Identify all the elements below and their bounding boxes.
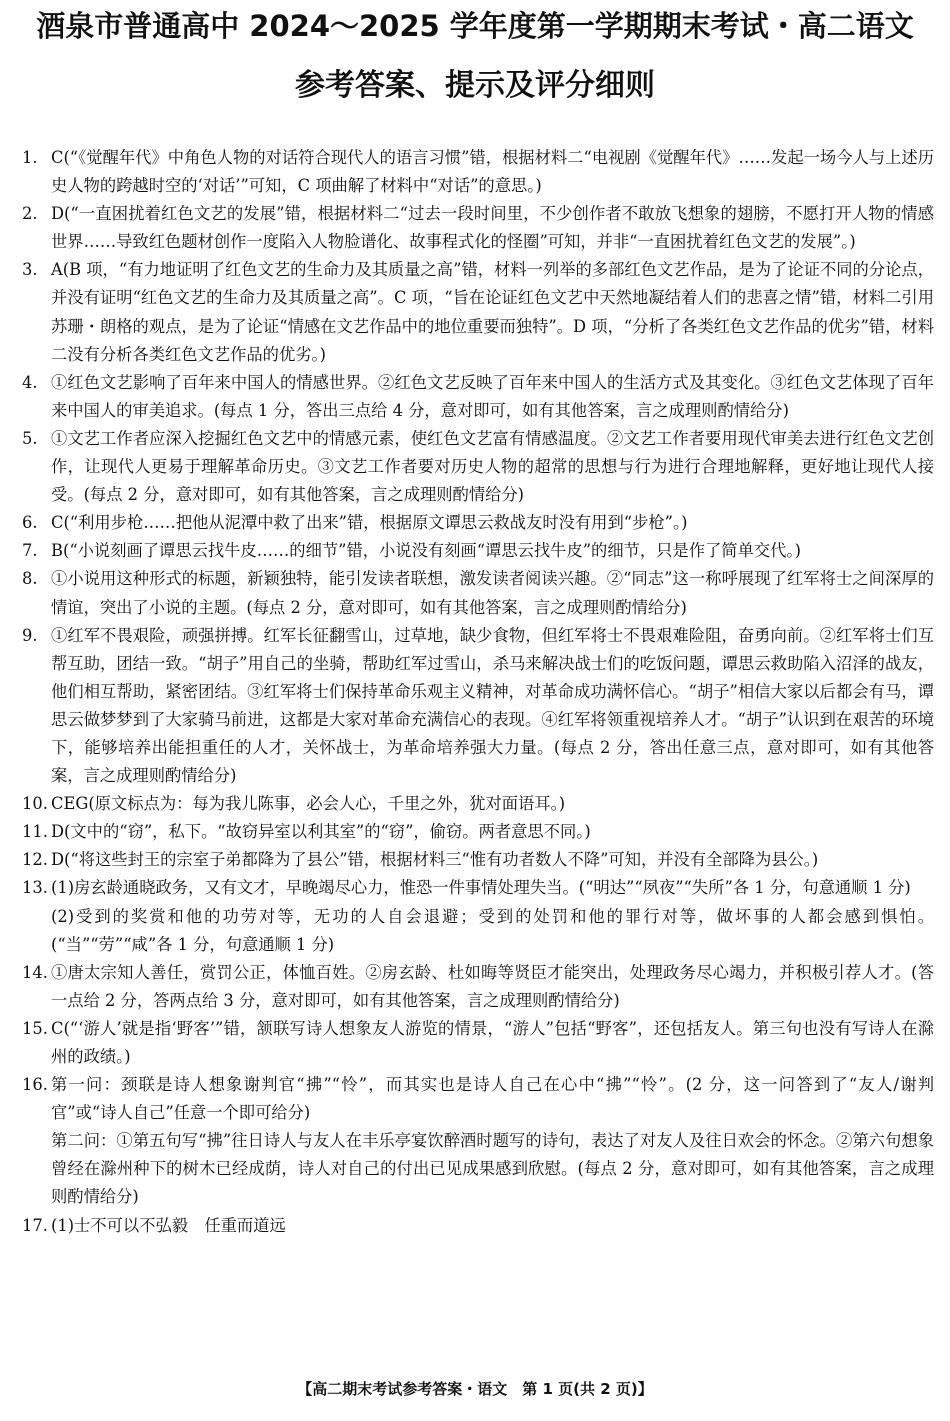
answer-number: 9. — [22, 625, 38, 645]
answer-number: 7. — [22, 541, 38, 561]
answer-number: 4. — [22, 372, 38, 392]
answer-item — [22, 874, 934, 958]
answer-item — [22, 565, 934, 621]
page-title: 酒泉市普通高中 2024～2025 学年度第一学期期末考试・高二语文 — [36, 9, 914, 43]
answer-text: 第二问：①第五句写“拂”往日诗人与友人在丰乐亭宴饮醉酒时题写的诗句，表达了对友人及往日欢会的怀念。②第六句想象曾经在滁州种下的树木已经成荫，诗人对自己的付出已见成果感到欣慰。(每点 2 分，意对即可，如有其他答案，言之成理则酌情给分) — [51, 1131, 934, 1207]
answer-number: 3. — [22, 260, 38, 280]
answer-text: C(“利用步枪……把他从泥潭中救了出来”错，根据原文谭思云救战友时没有用到“步枪”。) — [51, 513, 688, 533]
answer-item — [22, 509, 934, 537]
answer-number: 2. — [22, 204, 38, 224]
answer-number: 1. — [22, 148, 38, 167]
answer-item — [22, 1071, 934, 1211]
answer-item — [22, 200, 934, 256]
answer-text: C(“《觉醒年代》中角色人物的对话符合现代人的语言习惯”错，根据材料二“电视剧《觉醒年代》……发起一场今人与上述历史人物的跨越时空的‘对话’”可知，C 项曲解了材料中“对话”的意思。) — [51, 148, 934, 196]
answer-item — [22, 846, 934, 874]
answer-item — [22, 622, 934, 791]
answer-text: C(“‘游人’就是指‘野客’”错，颔联写诗人想象友人游览的情景，“游人”包括“野客”，还包括友人。第三句也没有写诗人在滁州的政绩。) — [51, 1018, 934, 1066]
answer-number: 14. — [22, 962, 48, 982]
answer-item — [22, 144, 934, 200]
answer-text: ①红军不畏艰险，顽强拼搏。红军长征翻雪山，过草地，缺少食物，但红军将士不畏艰难险阻，奋勇向前。②红军将士们互帮互助，团结一致。“胡子”用自己的坐骑，帮助红军过雪山，杀马来解决战士们的吃饭问题，谭思云救助陷入沼泽的战友，他们相互帮助，紧密团结。③红军将士们保持革命乐观主义精神，对革命成功满怀信心。“胡子”相信大家以后都会有马，谭思云做梦梦到了大家骑马前进，这都是大家对革命充满信心的表现。④红军将领重视培养人才。“胡子”认识到在艰苦的环境下，能够培养出能担重任的人才，关怀战士，为革命培养强大力量。(每点 2 分，答出任意三点，意对即可，如有其他答案，言之成理则酌情给分) — [51, 625, 934, 786]
answer-text: A(B 项，“有力地证明了红色文艺的生命力及其质量之高”错，材料一列举的多部红色文艺作品，是为了论证不同的分论点，并没有证明“红色文艺的生命力及其质量之高”。C 项，“旨在论证红色文艺中天然地凝结着人们的悲喜之情”错，材料二引用苏珊・朗格的观点，是为了论证“情感在文艺作品中的地位重要而独特”。D 项，“分析了各类红色文艺作品的优劣”错，材料二没有分析各类红色文艺作品的优劣。) — [51, 260, 934, 364]
answer-number: 15. — [22, 1018, 48, 1038]
answer-text: (2)受到的奖赏和他的功劳对等，无功的人自会退避；受到的处罚和他的罪行对等，做坏事的人都会感到惧怕。(“当”“劳”“咸”各 1 分，句意通顺 1 分) — [51, 906, 934, 954]
answer-item — [22, 369, 934, 425]
answer-text: ①文艺工作者应深入挖掘红色文艺中的情感元素，使红色文艺富有情感温度。②文艺工作者要用现代审美去进行红色文艺创作，让现代人更易于理解革命历史。③文艺工作者要对历史人物的超常的思想与行为进行合理地解释，更好地让现代人接受。(每点 2 分，意对即可，如有其他答案，言之成理则酌情给分) — [51, 428, 934, 505]
answer-number: 17. — [22, 1215, 48, 1235]
answer-text: D(“一直困扰着红色文艺的发展”错，根据材料二“过去一段时间里，不少创作者不敢放飞想象的翅膀，不愿打开人物的情感世界……导致红色题材创作一度陷入人物脸谱化、故事程式化的怪圈”可知，并非“一直困扰着红色文艺的发展”。) — [51, 204, 934, 252]
answer-number: 5. — [22, 428, 38, 448]
answer-text: ①唐太宗知人善任，赏罚公正，体恤百姓。②房玄龄、杜如晦等贤臣才能突出，处理政务尽心竭力，并积极引荐人才。(答一点给 2 分，答两点给 3 分，意对即可，如有其他答案，言之成理则酌情给分) — [51, 962, 934, 1010]
answer-number: 6. — [22, 513, 38, 533]
answer-number: 10. — [22, 794, 48, 814]
answer-text: D(“将这些封王的宗室子弟都降为了县公”错，根据材料三“惟有功者数人不降”可知，并没有全部降为县公。) — [51, 850, 819, 870]
answer-number: 11. — [22, 822, 48, 842]
answer-item — [22, 425, 934, 509]
answer-list — [22, 144, 934, 1240]
answer-item — [22, 818, 934, 846]
answer-number: 12. — [22, 850, 48, 870]
answer-text: B(“小说刻画了谭思云找牛皮……的细节”错，小说没有刻画“谭思云找牛皮”的细节，只是作了简单交代。) — [51, 541, 801, 561]
page-subtitle: 参考答案、提示及评分细则 — [295, 68, 655, 103]
answer-number: 13. — [22, 878, 48, 898]
answer-text: 第一问：颈联是诗人想象谢判官“拂”“怜”，而其实也是诗人自己在心中“拂”“怜”。(2 分，这一问答到了“友人/谢判官”或“诗人自己”任意一个即可给分) — [51, 1075, 934, 1123]
answer-item — [22, 1015, 934, 1071]
answer-item — [22, 537, 934, 565]
answer-text: D(文中的“窃”，私下。“故窃异室以利其室”的“窃”，偷窃。两者意思不同。) — [51, 822, 591, 842]
answer-number: 8. — [22, 569, 38, 589]
answer-text: CEG(原文标点为：每为我儿陈事，必会人心，千里之外，犹对面语耳。) — [51, 794, 566, 814]
page-footer: 【高二期末考试参考答案・语文 第 1 页(共 2 页)】 — [297, 1380, 653, 1398]
answer-text: (1)士不可以不弘毅 任重而道远 — [51, 1215, 286, 1235]
answer-item — [22, 959, 934, 1015]
answer-text: (1)房玄龄通晓政务，又有文才，早晚竭尽心力，惟恐一件事情处理失当。(“明达”“夙夜”“失所”各 1 分，句意通顺 1 分) — [51, 878, 911, 898]
answer-text: ①红色文艺影响了百年来中国人的情感世界。②红色文艺反映了百年来中国人的生活方式及其变化。③红色文艺体现了百年来中国人的审美追求。(每点 1 分，答出三点给 4 分，意对即可，如有其他答案，言之成理则酌情给分) — [51, 372, 934, 420]
answer-text: ①小说用这种形式的标题，新颖独特，能引发读者联想，激发读者阅读兴趣。②“同志”这一称呼展现了红军将士之间深厚的情谊，突出了小说的主题。(每点 2 分，意对即可，如有其他答案，言之成理则酌情给分) — [51, 569, 934, 617]
answer-item — [22, 790, 934, 818]
answer-number: 16. — [22, 1075, 48, 1095]
answer-item — [22, 256, 934, 368]
answer-item — [22, 1212, 934, 1240]
